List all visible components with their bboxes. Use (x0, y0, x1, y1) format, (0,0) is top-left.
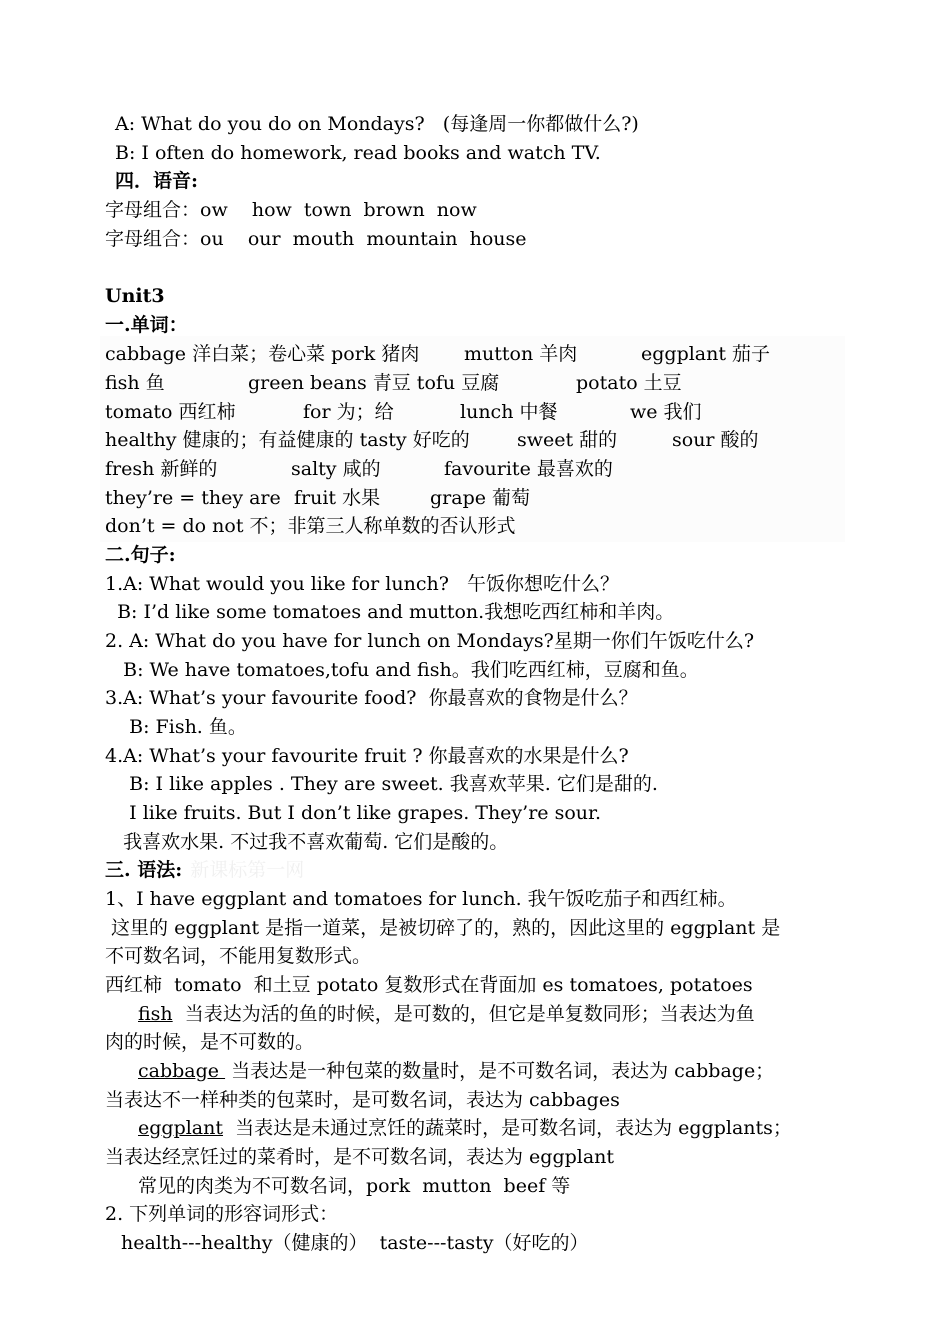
sentence-line: 3.A: What’s your favourite food? 你最喜欢的食物是什么？ (105, 687, 638, 709)
meat-note: 常见的肉类为不可数名词，pork mutton beef 等 (138, 1175, 571, 1197)
grammar-line: 西红柿 tomato 和土豆 potato 复数形式在背面加 es tomatoes, potatoes (105, 974, 753, 996)
dialog-line-a: A: What do you do on Mondays? (每逢周一你都做什么?) (115, 113, 639, 135)
vocab-item: sweet 甜的 (517, 429, 618, 451)
vocab-row (105, 369, 845, 397)
sentence-heading: 二.句子: (105, 544, 176, 566)
sentence-line: 4.A: What’s your favourite fruit ? 你最喜欢的水果是什么? (105, 745, 629, 767)
vocab-item: fruit 水果 (294, 487, 381, 509)
sentence-line: B: I like apples . They are sweet. 我喜欢苹果. 它们是甜的. (105, 773, 658, 795)
vocab-item: they’re = they are (105, 487, 281, 509)
vocab-row (105, 455, 845, 483)
sentence-line: I like fruits. But I don’t like grapes. They’re sour. (105, 802, 602, 824)
note-word: cabbage (138, 1060, 226, 1082)
phonics-heading: 四．语音: (115, 170, 199, 192)
note-text: 当表达为活的鱼的时候，是可数的，但它是单复数同形；当表达为鱼 (172, 1003, 755, 1025)
note-cont: 肉的时候，是不可数的。 (105, 1031, 315, 1053)
dialog-line-b: B: I often do homework, read books and watch TV. (115, 142, 601, 164)
sentence-line: 我喜欢水果. 不过我不喜欢葡萄. 它们是酸的。 (105, 831, 509, 853)
grammar-line: 不可数名词，不能用复数形式。 (105, 945, 372, 967)
vocab-heading: 一.单词： (105, 314, 188, 336)
vocab-item: we 我们 (630, 401, 702, 423)
sentence-line: 2. A: What do you have for lunch on Mondays?星期一你们午饭吃什么? (105, 630, 755, 652)
vocab-item: grape 葡萄 (430, 487, 531, 509)
vocab-item: eggplant 茄子 (641, 343, 771, 365)
adj-heading: 2. 下列单词的形容词形式： (105, 1203, 339, 1225)
unit-title: Unit3 (105, 285, 165, 307)
phonics-line-ow: 字母组合：ow how town brown now (105, 199, 477, 221)
sentence-line: B: We have tomatoes,tofu and fish。我们吃西红柿，豆腐和鱼。 (105, 659, 699, 681)
note-cont: 当表达经烹饪过的菜肴时，是不可数名词，表达为 eggplant (105, 1146, 615, 1168)
vocab-item: salty 咸的 (291, 458, 381, 480)
vocab-row (105, 426, 845, 454)
note-eggplant (138, 1114, 792, 1142)
sentence-line: B: I’d like some tomatoes and mutton.我想吃西红柿和羊肉。 (105, 601, 675, 623)
note-text: 当表达是一种包菜的数量时，是不可数名词，表达为 cabbage； (225, 1060, 775, 1082)
vocab-item: green beans 青豆 tofu 豆腐 (248, 372, 500, 394)
vocab-item: for 为；给 (303, 401, 394, 423)
vocab-item: don’t = do not 不；非第三人称单数的否认形式 (105, 515, 516, 537)
note-word: eggplant (138, 1117, 224, 1139)
vocab-item: mutton 羊肉 (464, 343, 578, 365)
vocab-item: fish 鱼 (105, 372, 165, 394)
note-fish (138, 1000, 755, 1028)
sentence-line: 1.A: What would you like for lunch? 午饭你想吃什么？ (105, 573, 620, 595)
adj-line: health---healthy（健康的） taste---tasty（好吃的） (121, 1232, 589, 1254)
vocab-item: healthy 健康的；有益健康的 tasty 好吃的 (105, 429, 470, 451)
grammar-line: 这里的 eggplant 是指一道菜，是被切碎了的，熟的，因此这里的 eggplant 是 (105, 917, 781, 939)
vocab-row (105, 512, 845, 540)
vocab-row (105, 398, 845, 426)
note-text: 当表达是未通过烹饪的蔬菜时，是可数名词，表达为 eggplants； (223, 1117, 792, 1139)
vocab-item: lunch 中餐 (460, 401, 558, 423)
vocab-item: tomato 西红柿 (105, 401, 236, 423)
grammar-heading: 三. 语法: (105, 859, 183, 881)
note-cont: 当表达不一样种类的包菜时，是可数名词，表达为 cabbages (105, 1089, 620, 1111)
vocab-item: sour 酸的 (672, 429, 759, 451)
note-word: fish (138, 1003, 173, 1025)
vocab-item: potato 土豆 (576, 372, 682, 394)
watermark-text: 新课标第一网 (190, 859, 305, 881)
vocab-row (105, 484, 845, 512)
vocab-item: cabbage 洋白菜；卷心菜 pork 猪肉 (105, 343, 420, 365)
phonics-line-ou: 字母组合：ou our mouth mountain house (105, 228, 527, 250)
vocab-item: fresh 新鲜的 (105, 458, 218, 480)
grammar-line: 1、I have eggplant and tomatoes for lunch. 我午饭吃茄子和西红柿。 (105, 888, 737, 910)
sentence-line: B: Fish. 鱼。 (105, 716, 247, 738)
vocab-row (105, 340, 845, 368)
note-cabbage (138, 1057, 774, 1085)
grammar-heading-line (105, 856, 304, 884)
vocab-item: favourite 最喜欢的 (444, 458, 613, 480)
